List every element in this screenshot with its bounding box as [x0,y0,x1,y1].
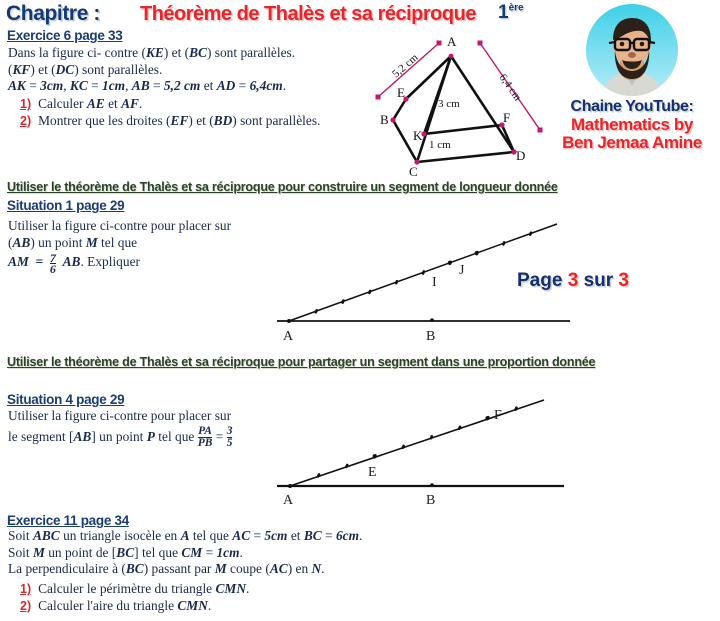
page-total: 3 [618,270,629,291]
exercice-6-statement [8,45,295,95]
question-item: 2) Calculer l'aire du triangle CMN. [20,597,212,613]
vertex-label-B: B [380,112,389,127]
point-B-dot [430,318,434,322]
dimension-endpoint [437,41,442,46]
youtube-channel-name-line2: Ben Jemaa Amine [562,133,702,152]
question-item: 1) Calculer le périmètre du triangle CMN. [20,581,250,596]
dimension-label-1cm: 1 cm [429,139,451,151]
ray2-label-A: A [283,493,294,506]
statement-line: Dans la figure ci- contre (KE) et (BC) sont parallèles. [8,45,296,60]
situation-4-heading: Situation 4 page 29 [7,392,125,407]
statement-line: (AB) un point M tel que [8,234,138,250]
vertex-label-E: E [397,85,405,100]
ray2-label-B: B [426,493,436,506]
level-badge [498,2,524,24]
youtube-channel-label: Chaine YouTube: [570,98,694,115]
question-number: 2) [20,113,32,128]
question-number: 1) [20,97,32,111]
point-J-dot [475,251,479,255]
point-F-dot [485,416,489,420]
exercice-6-heading: Exercice 6 page 33 [7,28,123,43]
point-I-dot [448,261,452,265]
question-number: 2) [20,598,32,613]
exercice-11-questions [20,581,249,614]
dimension-endpoint [376,95,381,100]
youtube-promo-block [546,2,718,152]
statement-line: Soit M un point de [BC] tel que CM = 1cm. [8,544,243,560]
point-E-dot [373,454,377,458]
fraction-PA-PB: $\frac{PA}{PB}$ [197,425,213,450]
question-number: 1) [20,582,32,596]
formula-lhs: AM [8,254,29,270]
situation-1-statement [8,218,231,274]
fraction-3-5: $\frac{3}{5}$ [226,425,233,450]
chapitre-label: Chapitre : [6,2,101,25]
statement-line: La perpendiculaire à (BC) passant par M coupe (AC) en N. [8,561,325,577]
statement-line: AM = $\frac{7}{6}$ AB. Expliquer [8,250,140,276]
level-suffix: ère [508,2,524,14]
ray-proportion-figure-2 [272,396,572,506]
dimension-endpoint [538,128,543,133]
dimension-label-52: 5,2 cm [390,51,421,81]
statement-line: Soit ABC un triangle isocèle en A tel que AC = 5cm et BC = 6cm. [8,528,363,543]
page-current: 3 [567,270,579,291]
section-banner-construct: Utiliser le théorème de Thalès et sa réciproque pour construire un segment de longueur donnée [7,180,558,194]
dimension-label-3cm: 3 cm [438,98,460,110]
statement-line: Utiliser la figure ci-contre pour placer sur [8,408,232,423]
ray1-label-J: J [459,263,465,278]
vertex-label-A: A [447,34,457,49]
page-indicator [517,270,629,292]
dimension-endpoint [478,41,483,46]
situation-1-heading: Situation 1 page 29 [7,198,125,213]
equals-sign: = [215,428,224,444]
statement-line: le segment [AB] un point P tel que $\frac{PA}{PB}$ = $\frac{3}{5}$ [8,425,233,450]
youtube-channel-name-line1: Mathematics by [571,115,693,134]
ray1-label-A: A [283,329,294,344]
auxiliary-ray [290,400,544,486]
page-sur-word: sur [583,270,614,291]
page-title: Théorème de Thalès et sa réciproque [140,3,476,25]
exercice-11-statement [8,528,362,578]
fraction-7-6: $\frac{7}{6}$ [49,250,56,276]
question-item: 2) Montrer que les droites (EF) et (BD) sont parallèles. [20,112,321,128]
dimension-label-64: 6,4 cm [496,71,524,104]
situation-4-statement [8,408,232,449]
exercice-6-questions [20,96,320,129]
section-banner-proportion: Utiliser le théorème de Thalès et sa réciproque pour partager un segment dans une proportion donnée [7,355,596,369]
point-B-dot [430,483,434,487]
vertex-label-D: D [516,148,526,163]
question-item: 1) Calculer AE et AF. [20,96,143,111]
point-A-dot [287,319,291,323]
level-number: 1 [498,2,509,23]
statement-line: AK = 3cm, KC = 1cm, AB = 5,2 cm et AD = 6,4cm. [8,78,287,94]
ray1-label-I: I [432,275,437,290]
point-A-dot [288,484,292,488]
ray1-label-B: B [426,329,436,344]
avatar-photo-icon [584,2,680,98]
page-word: Page [517,270,563,291]
vertex-label-C: C [409,164,418,179]
ray2-label-F: F [494,408,502,423]
exercice-11-heading: Exercice 11 page 34 [7,513,129,528]
vertex-label-K: K [413,128,423,143]
thales-triangle-figure [366,24,571,179]
vertex-label-F: F [503,110,511,125]
ray2-label-E: E [368,465,377,480]
statement-line: (KF) et (DC) sont parallèles. [8,61,163,77]
statement-line: Utiliser la figure ci-contre pour placer sur [8,218,232,233]
